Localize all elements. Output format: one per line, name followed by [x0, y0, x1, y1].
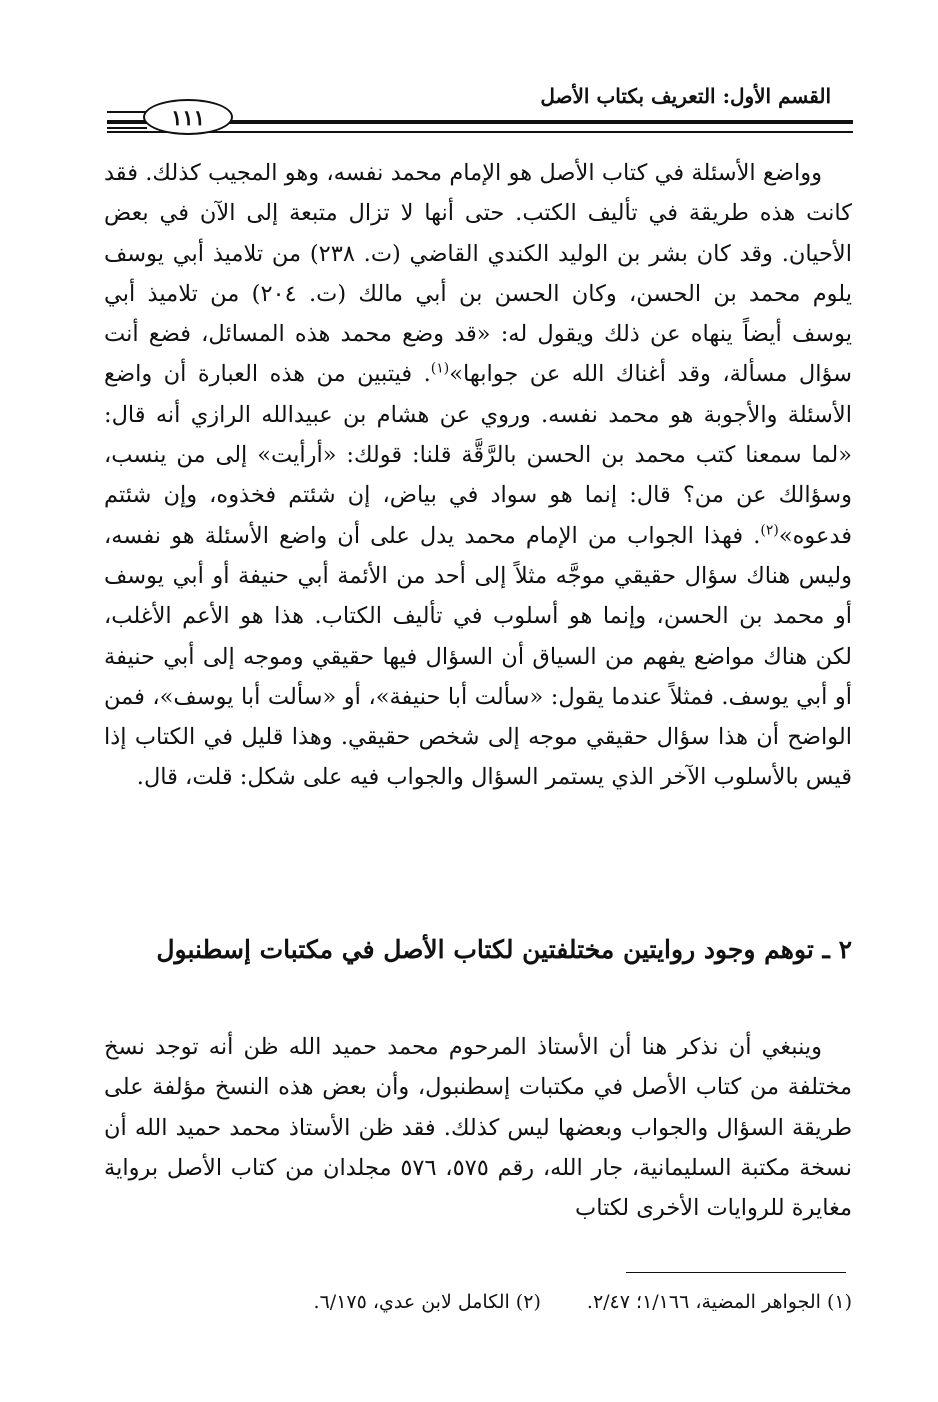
- header-rule-ornament: [107, 111, 147, 129]
- footnote-reference: (٢): [760, 522, 779, 539]
- body-paragraph: [104, 1027, 852, 1228]
- body-paragraph: [104, 153, 852, 798]
- paragraph-segment: . فيتبين من هذه العبارة أن واضع الأسئلة والأجوبة هو محمد نفسه. وروي عن هشام بن عبيدالله الرازي أنه قال: «لما سمعنا كتب محمد بن الحسن بالرَّقَّة قلنا: قولك: «أرأيت» إلى من ينسب، وسؤالك عن من؟ قال: إنما هو سواد في بياض، إن شئتم فخذوه، وإن شئتم فدعوه»: [104, 361, 852, 549]
- paragraph-segment: . فهذا الجواب من الإمام محمد يدل على أن واضع الأسئلة هو نفسه، وليس هناك سؤال حقيقي موجَّه مثلاً إلى أحد من الأئمة أبي حنيفة أو أبي يوسف أو محمد بن الحسن، وإنما هو أسلوب في تأليف الكتاب. هذا هو الأعم الأغلب، لكن هناك مواضع يفهم من السياق أن السؤال فيها حقيقي وموجه إلى أبي حنيفة أو أبي يوسف. فمثلاً عندما يقول: «سألت أبا حنيفة»، أو «سألت أبا يوسف»، فمن الواضح أن هذا سؤال حقيقي موجه إلى شخص حقيقي. وهذا قليل في الكتاب إذا قيس بالأسلوب الآخر الذي يستمر السؤال والجواب فيه على شكل: قلت، قال.: [104, 522, 852, 791]
- paragraph-text: وينبغي أن نذكر هنا أن الأستاذ المرحوم محمد حميد الله ظن أنه توجد نسخ مختلفة من كتاب الأصل في مكتبات إسطنبول، وأن بعض هذه النسخ مؤلفة على طريقة السؤال والجواب وبعضها ليس كذلك. فقد ظن الأستاذ محمد حميد الله أن نسخة مكتبة السليمانية، جار الله، رقم ٥٧٥، ٥٧٦ مجلدان من كتاب الأصل برواية مغايرة للروايات الأخرى لكتاب: [104, 1034, 853, 1222]
- footnote-reference: (١): [430, 360, 450, 377]
- footnote-2: (٢) الكامل لابن عدي، ٦/١٧٥.: [313, 1291, 541, 1313]
- footnote-divider: [626, 1272, 846, 1273]
- footnotes: [104, 1288, 852, 1316]
- page-number: ١١١: [143, 99, 233, 135]
- paragraph-segment: وواضع الأسئلة في كتاب الأصل هو الإمام محمد نفسه، وهو المجيب كذلك. فقد كانت هذه طريقة في تأليف الكتب. حتى أنها لا تزال متبعة إلى الآن في بعض الأحيان. وقد كان بشر بن الوليد الكندي القاضي (ت. ٢٣٨) من تلاميذ أبي يوسف يلوم محمد بن الحسن، وكان الحسن بن أبي مالك (ت. ٢٠٤) من تلاميذ أبي يوسف أيضاً ينهاه عن ذلك ويقول له: «قد وضع محمد هذه المسائل، فضع أنت سؤال مسألة، وقد أغناك الله عن جوابها»: [104, 160, 853, 388]
- running-header-title: القسم الأول: التعريف بكتاب الأصل: [540, 84, 831, 108]
- paragraph-text: [104, 153, 852, 798]
- section-heading: ٢ ـ توهم وجود روايتين مختلفتين لكتاب الأصل في مكتبات إسطنبول: [156, 935, 852, 964]
- footnote-1: (١) الجواهر المضية، ١/١٦٦؛ ٢/٤٧.: [586, 1291, 852, 1313]
